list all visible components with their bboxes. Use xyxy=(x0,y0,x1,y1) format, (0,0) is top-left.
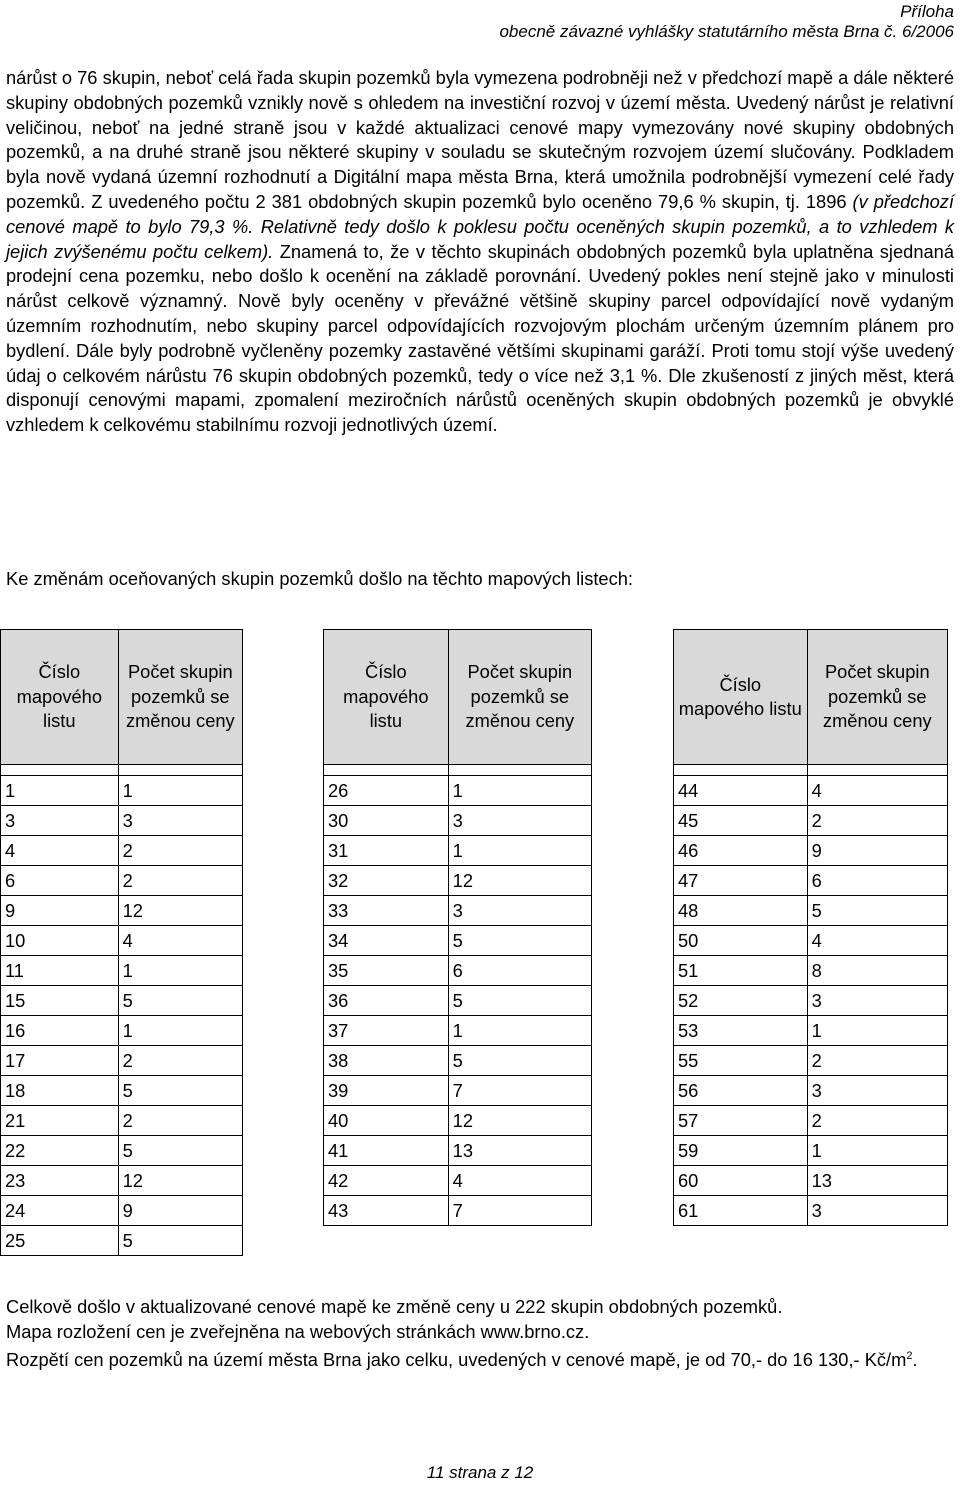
table-row xyxy=(674,806,948,836)
sheet-number-cell: 32 xyxy=(324,866,449,896)
sheet-number-cell: 31 xyxy=(324,836,449,866)
table-row xyxy=(674,1166,948,1196)
group-count-cell: 4 xyxy=(807,776,947,806)
paragraph-text-italic: (v předchozí cenové mapě to bylo 79,3 %. Relativně tedy došlo k poklesu počtu oceněných skupin pozemků, a to vzhledem k jejich zvýšenému počtu celkem). xyxy=(6,190,955,262)
table-row xyxy=(674,1106,948,1136)
table-row xyxy=(674,986,948,1016)
table-row xyxy=(1,1016,243,1046)
website-note: Mapa rozložení cen je zveřejněna na webových stránkách www.brno.cz. xyxy=(6,1321,590,1342)
sheet-number-cell: 36 xyxy=(324,986,449,1016)
group-count-cell: 9 xyxy=(807,836,947,866)
group-count-cell: 5 xyxy=(448,926,591,956)
sheet-number-cell: 23 xyxy=(1,1166,119,1196)
group-count-cell: 5 xyxy=(118,1136,242,1166)
group-count-cell: 9 xyxy=(118,1196,242,1226)
group-count-cell: 12 xyxy=(118,1166,242,1196)
group-count-cell: 1 xyxy=(448,836,591,866)
table-row xyxy=(674,926,948,956)
column-header-sheet-number: Číslo mapového listu xyxy=(674,630,808,765)
table-row xyxy=(1,926,243,956)
sheet-number-cell: 38 xyxy=(324,1046,449,1076)
table-row xyxy=(324,1106,592,1136)
table-row xyxy=(324,1136,592,1166)
sheet-number-cell: 48 xyxy=(674,896,808,926)
table-row xyxy=(1,956,243,986)
sheet-number-cell: 25 xyxy=(1,1226,119,1256)
table-row xyxy=(1,1136,243,1166)
table-row xyxy=(324,926,592,956)
group-count-cell: 4 xyxy=(448,1166,591,1196)
header-spacer-row xyxy=(674,765,948,776)
group-count-cell: 1 xyxy=(118,776,242,806)
group-count-cell: 8 xyxy=(807,956,947,986)
group-count-cell: 12 xyxy=(448,1106,591,1136)
table-row xyxy=(1,866,243,896)
table-row xyxy=(324,1016,592,1046)
column-header-group-count: Počet skupin pozemků se změnou ceny xyxy=(448,630,591,765)
sheet-number-cell: 57 xyxy=(674,1106,808,1136)
sheet-number-cell: 24 xyxy=(1,1196,119,1226)
group-count-cell: 2 xyxy=(807,1046,947,1076)
table-row xyxy=(324,1196,592,1226)
group-count-cell: 2 xyxy=(118,836,242,866)
group-count-cell: 1 xyxy=(807,1136,947,1166)
group-count-cell: 3 xyxy=(448,806,591,836)
sheet-number-cell: 37 xyxy=(324,1016,449,1046)
sheet-number-cell: 39 xyxy=(324,1076,449,1106)
sheet-number-cell: 1 xyxy=(1,776,119,806)
table-row xyxy=(674,1136,948,1166)
sheet-number-cell: 15 xyxy=(1,986,119,1016)
column-header-group-count: Počet skupin pozemků se změnou ceny xyxy=(807,630,947,765)
sheet-number-cell: 59 xyxy=(674,1136,808,1166)
table-row xyxy=(674,896,948,926)
group-count-cell: 5 xyxy=(118,1226,242,1256)
sheet-number-cell: 46 xyxy=(674,836,808,866)
unit-superscript: 2 xyxy=(906,1350,913,1362)
spacer-cell xyxy=(118,765,242,776)
spacer-cell xyxy=(324,765,449,776)
sheet-number-cell: 45 xyxy=(674,806,808,836)
group-count-cell: 3 xyxy=(807,986,947,1016)
group-count-cell: 4 xyxy=(807,926,947,956)
table-row xyxy=(1,1046,243,1076)
sheet-number-cell: 60 xyxy=(674,1166,808,1196)
spacer-cell xyxy=(674,765,808,776)
group-count-cell: 5 xyxy=(807,896,947,926)
table-row xyxy=(1,836,243,866)
column-header-sheet-number: Číslo mapového listu xyxy=(1,630,119,765)
table-row xyxy=(324,1076,592,1106)
table-row xyxy=(1,1226,243,1256)
group-count-cell: 7 xyxy=(448,1076,591,1106)
body-paragraph xyxy=(6,66,954,438)
group-count-cell: 5 xyxy=(118,1076,242,1106)
sheet-number-cell: 44 xyxy=(674,776,808,806)
sheet-number-cell: 42 xyxy=(324,1166,449,1196)
sheet-number-cell: 11 xyxy=(1,956,119,986)
table-row xyxy=(674,1046,948,1076)
table-row xyxy=(674,1076,948,1106)
group-count-cell: 5 xyxy=(448,1046,591,1076)
table-row xyxy=(1,896,243,926)
table-row xyxy=(1,1196,243,1226)
table-row xyxy=(324,866,592,896)
group-count-cell: 1 xyxy=(448,776,591,806)
table-row xyxy=(674,836,948,866)
table-row xyxy=(324,896,592,926)
table-row xyxy=(674,1196,948,1226)
group-count-cell: 12 xyxy=(118,896,242,926)
group-count-cell: 13 xyxy=(807,1166,947,1196)
sheet-number-cell: 21 xyxy=(1,1106,119,1136)
group-count-cell: 6 xyxy=(448,956,591,986)
sheet-number-cell: 10 xyxy=(1,926,119,956)
group-count-cell: 1 xyxy=(807,1016,947,1046)
price-range-end: . xyxy=(912,1349,918,1371)
sheet-number-cell: 56 xyxy=(674,1076,808,1106)
header-annex-label: Příloha xyxy=(900,2,954,21)
group-count-cell: 2 xyxy=(118,1046,242,1076)
table-row xyxy=(324,986,592,1016)
sheet-number-cell: 30 xyxy=(324,806,449,836)
group-count-cell: 6 xyxy=(807,866,947,896)
sheet-number-cell: 17 xyxy=(1,1046,119,1076)
table-row xyxy=(674,776,948,806)
sheet-number-cell: 52 xyxy=(674,986,808,1016)
spacer-cell xyxy=(448,765,591,776)
sheet-number-cell: 26 xyxy=(324,776,449,806)
group-count-cell: 2 xyxy=(807,806,947,836)
group-count-cell: 1 xyxy=(118,1016,242,1046)
map-sheets-table-3 xyxy=(673,629,948,1226)
page-number: 11 strana z 12 xyxy=(426,1463,534,1482)
group-count-cell: 7 xyxy=(448,1196,591,1226)
sheet-number-cell: 35 xyxy=(324,956,449,986)
sheet-number-cell: 33 xyxy=(324,896,449,926)
group-count-cell: 4 xyxy=(118,926,242,956)
group-count-cell: 2 xyxy=(118,1106,242,1136)
document-header xyxy=(499,2,954,42)
total-changes-note: Celkově došlo v aktualizované cenové mapě ke změně ceny u 222 skupin obdobných pozemků. xyxy=(6,1296,783,1317)
group-count-cell: 5 xyxy=(448,986,591,1016)
group-count-cell: 12 xyxy=(448,866,591,896)
group-count-cell: 3 xyxy=(448,896,591,926)
header-spacer-row xyxy=(324,765,592,776)
table-row xyxy=(324,776,592,806)
map-sheets-table-1 xyxy=(0,629,243,1256)
sheet-number-cell: 55 xyxy=(674,1046,808,1076)
table-row xyxy=(674,1016,948,1046)
sheet-number-cell: 4 xyxy=(1,836,119,866)
map-sheets-table-2 xyxy=(323,629,592,1226)
table-row xyxy=(1,986,243,1016)
tables-intro: Ke změnám oceňovaných skupin pozemků došlo na těchto mapových listech: xyxy=(6,568,633,589)
group-count-cell: 5 xyxy=(118,986,242,1016)
header-spacer-row xyxy=(1,765,243,776)
table-row xyxy=(1,1166,243,1196)
sheet-number-cell: 40 xyxy=(324,1106,449,1136)
sheet-number-cell: 16 xyxy=(1,1016,119,1046)
table-row xyxy=(674,866,948,896)
sheet-number-cell: 50 xyxy=(674,926,808,956)
table-row xyxy=(324,1166,592,1196)
sheet-number-cell: 51 xyxy=(674,956,808,986)
group-count-cell: 3 xyxy=(807,1196,947,1226)
table-row xyxy=(324,836,592,866)
sheet-number-cell: 9 xyxy=(1,896,119,926)
summary-notes xyxy=(6,1294,956,1372)
spacer-cell xyxy=(1,765,119,776)
group-count-cell: 3 xyxy=(807,1076,947,1106)
sheet-number-cell: 34 xyxy=(324,926,449,956)
table-row xyxy=(1,806,243,836)
sheet-number-cell: 6 xyxy=(1,866,119,896)
table-row xyxy=(1,1106,243,1136)
sheet-number-cell: 47 xyxy=(674,866,808,896)
price-range-text: Rozpětí cen pozemků na území města Brna jako celku, uvedených v cenové mapě, je od 70,- do 16 130,- Kč/m xyxy=(6,1349,907,1371)
header-regulation-title: obecně závazné vyhlášky statutárního města Brna č. 6/2006 xyxy=(499,22,954,41)
column-header-sheet-number: Číslo mapového listu xyxy=(324,630,449,765)
paragraph-text-part3: Znamená to, že v těchto skupinách obdobných pozemků byla uplatněna sjednaná prodejní cena pozemku, nebo došlo k ocenění na základě porovnání. Uvedený pokles není stejně jako v minulosti nárůst celkově významný. Nově byly oceněny v převážné většině skupiny parcel odpovídající nově vydaným územním rozhodnutím, nebo skupiny parcel odpovídajících rozvojovým plochám určeným územním plánem pro bydlení. Dále byly podrobně vyčleněny pozemky zastavěné většími skupinami garáží. Proti tomu stojí výše uvedený údaj o celkovém nárůstu 76 skupin obdobných pozemků, tedy o více než 3,1 %. Dle zkušeností z jiných měst, která disponují cenovými mapami, zpomalení meziročních nárůstů oceněných skupin obdobných pozemků je obvyklé vzhledem k celkovému stabilnímu rozvoji jednotlivých území. xyxy=(6,240,954,436)
sheet-number-cell: 41 xyxy=(324,1136,449,1166)
table-row xyxy=(1,1076,243,1106)
sheet-number-cell: 18 xyxy=(1,1076,119,1106)
group-count-cell: 2 xyxy=(807,1106,947,1136)
table-row xyxy=(1,776,243,806)
paragraph-text-part1: nárůst o 76 skupin, neboť celá řada skupin pozemků byla vymezena podrobněji než v předchozí mapě a dále některé skupiny obdobných pozemků vznikly nově s ohledem na investiční rozvoj v území města. Uvedený nárůst je relativní veličinou, neboť na jedné straně jsou v každé aktualizaci cenové mapy vymezovány nové skupiny obdobných pozemků, a na druhé straně jsou některé skupiny v souladu se skutečným rozvojem území slučovány. Podkladem byla nově vydaná územní rozhodnutí a Digitální mapa města Brna, která umožnila podrobnější vymezení celé řady pozemků. Z uvedeného počtu 2 381 obdobných skupin pozemků bylo oceněno 79,6 % skupin, tj. 1896 xyxy=(6,67,954,212)
group-count-cell: 2 xyxy=(118,866,242,896)
group-count-cell: 1 xyxy=(118,956,242,986)
price-range-note xyxy=(6,1344,956,1372)
sheet-number-cell: 22 xyxy=(1,1136,119,1166)
table-row xyxy=(324,1046,592,1076)
sheet-number-cell: 61 xyxy=(674,1196,808,1226)
spacer-cell xyxy=(807,765,947,776)
table-row xyxy=(324,956,592,986)
group-count-cell: 3 xyxy=(118,806,242,836)
table-row xyxy=(674,956,948,986)
sheet-number-cell: 3 xyxy=(1,806,119,836)
table-row xyxy=(324,806,592,836)
column-header-group-count: Počet skupin pozemků se změnou ceny xyxy=(118,630,242,765)
sheet-number-cell: 43 xyxy=(324,1196,449,1226)
group-count-cell: 13 xyxy=(448,1136,591,1166)
group-count-cell: 1 xyxy=(448,1016,591,1046)
sheet-number-cell: 53 xyxy=(674,1016,808,1046)
